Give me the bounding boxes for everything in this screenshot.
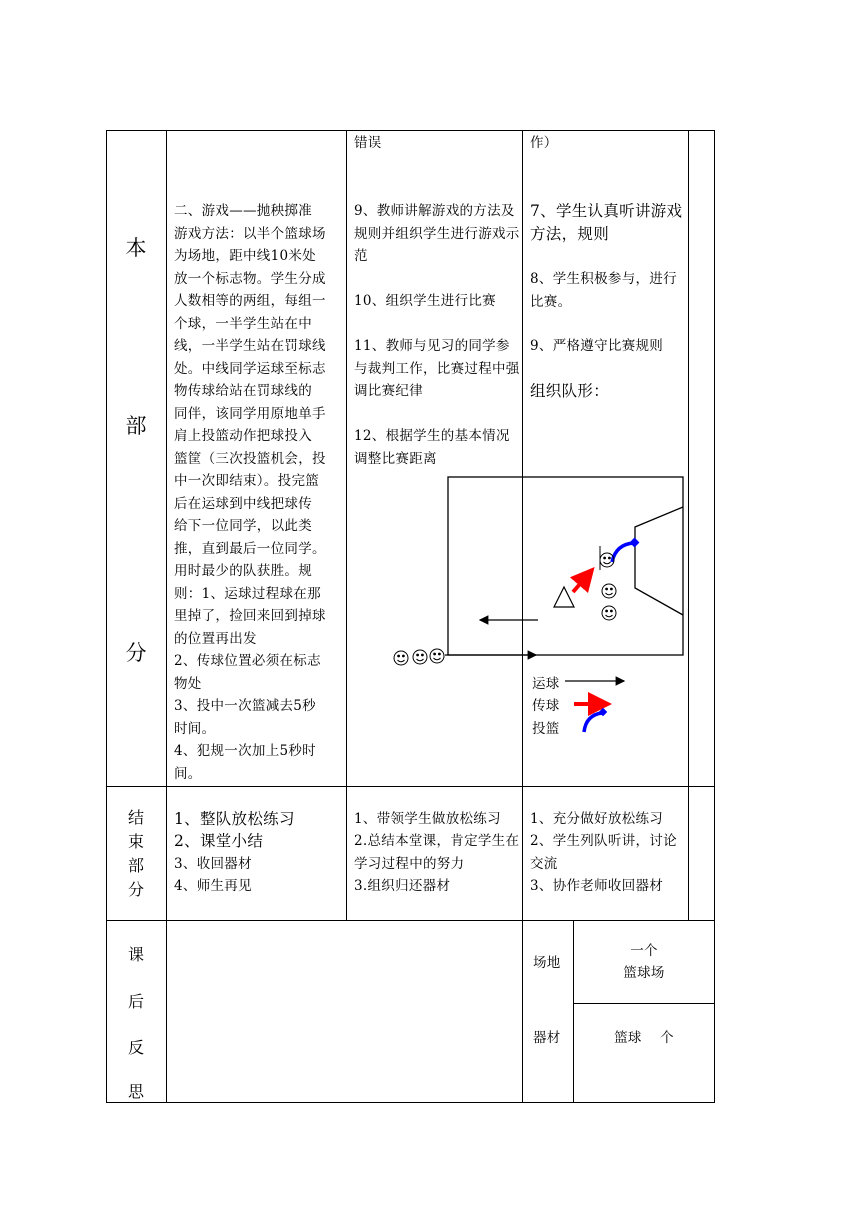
game-description-line: 个球，一半学生站在中: [174, 315, 312, 332]
student-item-8: 8、学生积极参与，进行比赛。: [530, 271, 677, 310]
game-description-line: 时间。: [174, 720, 216, 737]
red-arrow-icon: [573, 570, 592, 592]
end-student-3: 3、协作老师收回器材: [530, 878, 664, 894]
game-description-line: 游戏方法：以半个篮球场: [174, 225, 326, 242]
reflection-label-2: 后: [127, 992, 144, 1011]
table-border-top: [106, 130, 715, 131]
game-description: [174, 200, 346, 785]
student-item-9: 9、严格遵守比赛规则: [530, 338, 664, 354]
game-description-line: 3、投中一次篮减去5秒: [174, 698, 316, 714]
half-court: [448, 477, 683, 655]
game-description-line: 的位置再出发: [174, 630, 257, 647]
game-description-line: 给下一位同学，以此类: [174, 518, 312, 534]
student-top-text: 作）: [530, 135, 558, 151]
key-lane: [635, 507, 683, 615]
game-description-line: 推，直到最后一位同学。: [174, 540, 326, 557]
game-description-line: 人数相等的两组，每组一: [174, 293, 326, 309]
smiley-face-icon: [394, 553, 616, 665]
game-description-line: 用时最少的队获胜。规: [174, 563, 312, 579]
table-border-right: [714, 130, 715, 1103]
game-description-line: 物传球给站在罚球线的: [174, 383, 312, 399]
reflection-label-3: 反: [127, 1038, 144, 1057]
reflection-label-1: 课: [127, 945, 144, 964]
game-description-line: 2、传球位置必须在标志: [174, 653, 321, 669]
game-description-line: 肩上投篮动作把球投入: [174, 428, 312, 444]
table-border-bottom: [106, 1102, 715, 1103]
equipment-value: 篮球 个: [614, 1030, 674, 1046]
game-description-line: 放一个标志物。学生分成: [174, 270, 326, 287]
venue-value-line2: 篮球场: [623, 965, 665, 981]
end-teacher-3: 3.组织归还器材: [354, 878, 451, 894]
game-description-line: 为场地，距中线10米处: [174, 248, 316, 264]
game-description-line: 中一次即结束）。投完篮: [174, 473, 320, 489]
end-content-3: 3、收回器材: [174, 856, 252, 872]
end-section-label-3: 部: [127, 856, 144, 875]
triangle-marker-icon: [554, 587, 574, 607]
formation-label: 组织队形：: [530, 382, 610, 400]
game-description-line: 物处: [174, 675, 202, 692]
teacher-top-text: 错误: [354, 135, 382, 151]
game-description-line: 处。中线同学运球至标志: [174, 360, 326, 377]
end-section-label-2: 束: [127, 832, 144, 851]
legend-dribble-label: 运球: [532, 676, 560, 692]
game-description-line: 篮筐（三次投篮机会，投: [174, 450, 326, 467]
col-divider: [346, 130, 347, 921]
reflection-notes[interactable]: [167, 921, 522, 1102]
main-section-label-1: 本: [125, 236, 147, 260]
teacher-item-12: 12、根据学生的基本情况调整比赛距离: [354, 428, 510, 467]
reflection-label-4: 思: [127, 1082, 144, 1101]
main-section-label-3: 分: [125, 641, 147, 665]
end-section-label-1: 结: [127, 808, 144, 827]
end-teacher-1: 1、带领学生做放松练习: [354, 811, 501, 827]
student-item-7: 7、学生认真听讲游戏方法，规则: [530, 202, 683, 243]
blue-curve-arrow-icon: [612, 543, 634, 562]
game-description-line: 线，一半学生站在罚球线: [174, 338, 326, 354]
venue-label: 场地: [533, 955, 561, 971]
legend-pass-label: 传球: [532, 698, 560, 714]
teacher-item-11: 11、教师与见习的同学参与裁判工作，比赛过程中强调比赛纪律: [354, 338, 520, 399]
venue-value-line1: 一个: [630, 943, 658, 959]
equipment-label: 器材: [533, 1030, 561, 1046]
legend-shot-curve-icon: [584, 713, 602, 732]
teacher-item-10: 10、组织学生进行比赛: [354, 293, 496, 309]
row-divider: [106, 786, 715, 787]
game-description-line: 里掉了，捡回来回到掉球: [174, 608, 326, 624]
game-description-line: 后在运球到中线把球传: [174, 495, 312, 512]
game-description-line: 同伴，该同学用原地单手: [174, 405, 326, 422]
end-student-1: 1、充分做好放松练习: [530, 811, 664, 827]
end-student-2: 2、学生列队听讲，讨论交流: [530, 833, 677, 872]
end-content-2: 2、课堂小结: [174, 832, 264, 850]
end-teacher-2: 2.总结本堂课，肯定学生在学习过程中的努力: [354, 833, 520, 872]
end-content-4: 4、师生再见: [174, 878, 252, 894]
game-description-line: 二、游戏——抛秧掷准: [174, 203, 312, 219]
end-content-1: 1、整队放松练习: [174, 810, 295, 828]
row-divider: [573, 1003, 715, 1004]
main-section-label-2: 部: [125, 414, 147, 438]
game-description-line: 4、犯规一次加上5秒时: [174, 743, 316, 759]
legend-shot-label: 投篮: [532, 721, 560, 737]
end-section-label-4: 分: [127, 880, 144, 899]
game-description-line: 间。: [174, 765, 202, 782]
teacher-item-9: 9、教师讲解游戏的方法及规则并组织学生进行游戏示范: [354, 203, 520, 264]
game-description-line: 则：1、运球过程球在那: [174, 585, 321, 602]
